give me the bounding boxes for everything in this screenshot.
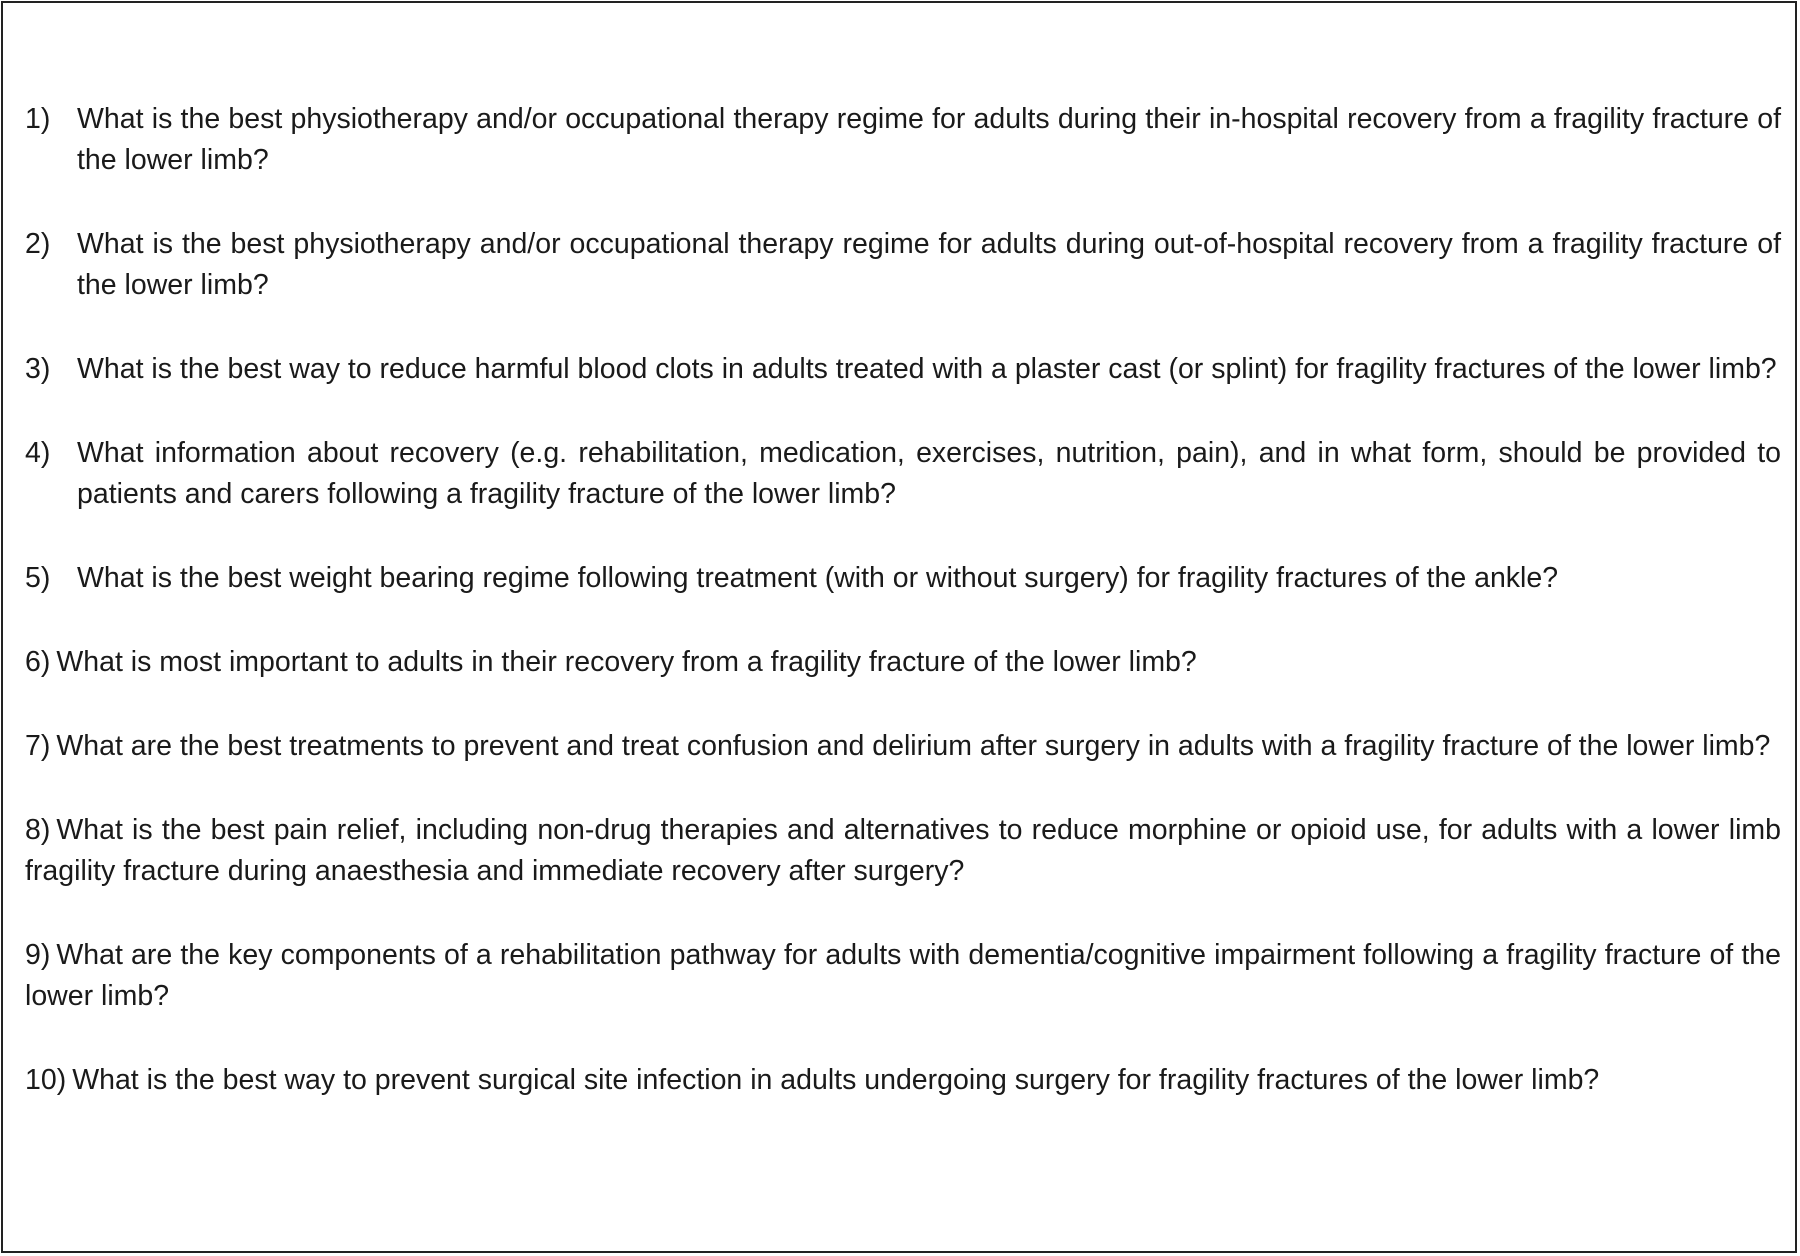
question-item-6 — [25, 642, 1781, 683]
question-text: What is the best pain relief, including non-drug therapies and alternatives to reduce morphine or opioid use, for adults with a lower limb fragility fracture during anaesthesia and immediate recovery after surgery? — [25, 814, 1781, 887]
question-list — [25, 99, 1781, 1144]
question-item-8 — [25, 810, 1781, 892]
question-item-3 — [25, 349, 1781, 390]
question-number: 10) — [25, 1064, 67, 1096]
question-number: 2) — [25, 228, 51, 260]
question-item-10 — [25, 1060, 1781, 1101]
question-number: 9) — [25, 939, 51, 971]
question-text: What is the best physiotherapy and/or occupational therapy regime for adults during out-of-hospital recovery from a fragility fracture of the lower limb? — [77, 228, 1781, 301]
document-frame — [1, 1, 1797, 1253]
question-text: What information about recovery (e.g. rehabilitation, medication, exercises, nutrition, pain), and in what form, should be provided to patients and carers following a fragility fracture of the lower limb? — [77, 437, 1781, 510]
question-item-2 — [25, 224, 1781, 306]
question-number: 8) — [25, 814, 51, 846]
question-item-5 — [25, 558, 1781, 599]
question-text: What is the best weight bearing regime following treatment (with or without surgery) for fragility fractures of the ankle? — [77, 562, 1559, 594]
question-text: What is the best way to prevent surgical site infection in adults undergoing surgery for fragility fractures of the lower limb? — [72, 1064, 1600, 1096]
question-text: What is the best physiotherapy and/or occupational therapy regime for adults during their in-hospital recovery from a fragility fracture of the lower limb? — [77, 103, 1781, 176]
question-number: 4) — [25, 437, 51, 469]
question-item-7 — [25, 726, 1781, 767]
question-item-1 — [25, 99, 1781, 181]
question-number: 3) — [25, 353, 51, 385]
question-text: What are the key components of a rehabilitation pathway for adults with dementia/cognitive impairment following a fragility fracture of the lower limb? — [25, 939, 1781, 1012]
question-number: 5) — [25, 562, 51, 594]
question-text: What is the best way to reduce harmful blood clots in adults treated with a plaster cast (or splint) for fragility fractures of the lower limb? — [77, 353, 1777, 385]
question-item-4 — [25, 433, 1781, 515]
question-item-9 — [25, 935, 1781, 1017]
question-number: 6) — [25, 646, 51, 678]
question-number: 1) — [25, 103, 51, 135]
question-number: 7) — [25, 730, 51, 762]
question-text: What is most important to adults in their recovery from a fragility fracture of the lower limb? — [56, 646, 1197, 678]
question-text: What are the best treatments to prevent and treat confusion and delirium after surgery in adults with a fragility fracture of the lower limb? — [56, 730, 1771, 762]
